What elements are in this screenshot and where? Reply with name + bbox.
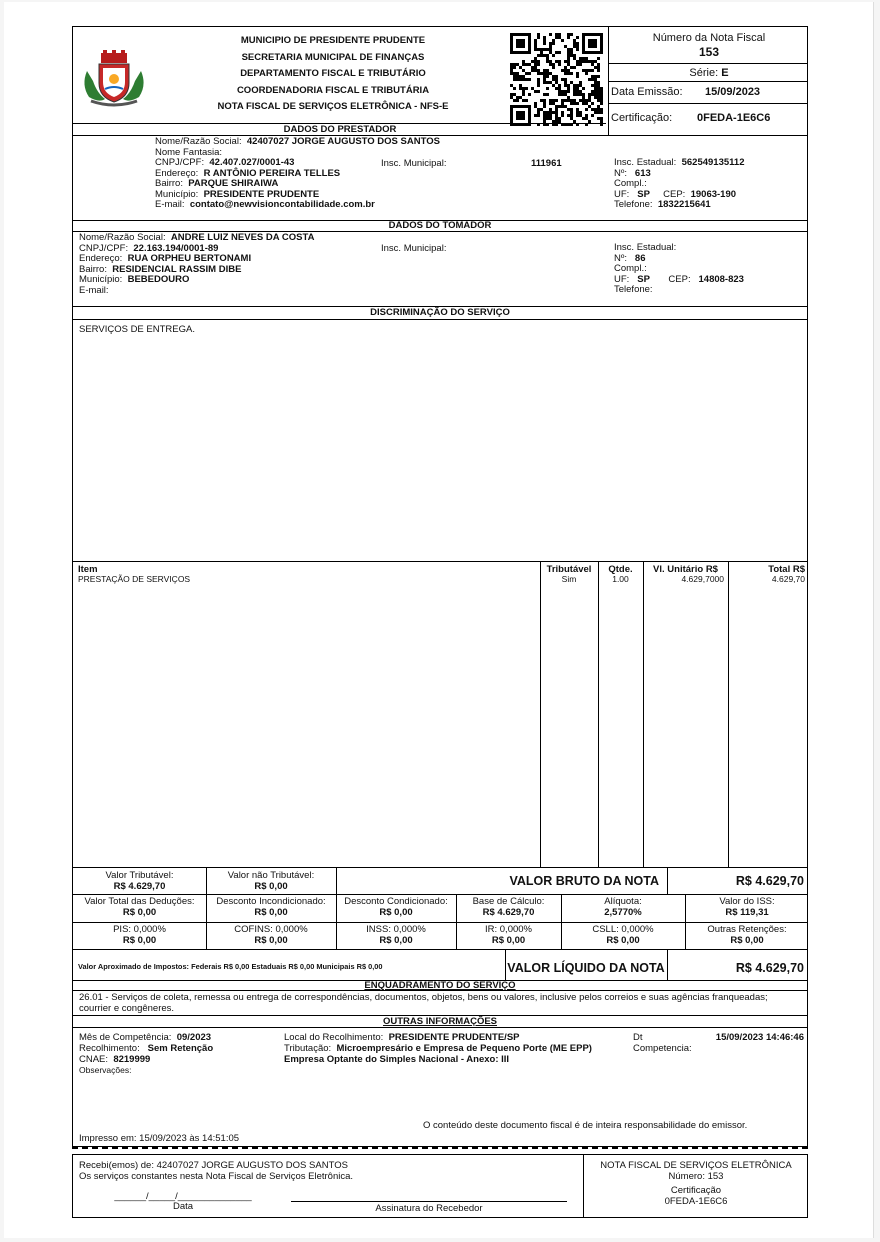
inss-label: INSS: 0,000%	[366, 924, 426, 935]
emission-date-label: Data Emissão:	[611, 86, 683, 98]
approx-taxes: Valor Aproximado de Impostos: Federais R$ 0,00 Estaduais R$ 0,00 Municipais R$ 0,00	[78, 962, 383, 971]
responsibility-note: O conteúdo deste documento fiscal é de inteira responsabilidade do emissor.	[423, 1120, 748, 1131]
item-description: PRESTAÇÃO DE SERVIÇOS	[78, 574, 191, 584]
conditional-discount-value: R$ 0,00	[379, 907, 413, 918]
tomador-number: 86	[634, 252, 646, 264]
prestador-uf-label: UF:	[614, 188, 630, 200]
serie-value: E	[721, 67, 729, 79]
prestador-address-label: Endereço:	[155, 167, 199, 179]
receipt-date-blank: ______/_____/______________	[114, 1191, 252, 1202]
deductions-value: R$ 0,00	[122, 907, 157, 918]
prestador-number: 613	[634, 167, 651, 179]
tomador-uf: SP	[637, 273, 650, 285]
csll-value: R$ 0,00	[606, 935, 640, 946]
iss-value: R$ 119,31	[725, 907, 769, 918]
item-unit-price: 4.629,7000	[681, 574, 724, 584]
certification-code: 0FEDA-1E6C6	[697, 112, 771, 124]
tomador-im-label: Insc. Municipal:	[381, 243, 447, 254]
calc-base-value: R$ 4.629,70	[482, 907, 535, 918]
section-tomador: DADOS DO TOMADOR	[388, 220, 492, 231]
municipal-coat-of-arms	[79, 49, 149, 109]
cofins-label: COFINS: 0,000%	[234, 924, 308, 935]
conditional-discount-label: Desconto Condicionado:	[344, 896, 448, 907]
nfse-document	[72, 26, 808, 1147]
service-classification: 26.01 - Serviços de coleta, remessa ou entrega de correspondências, documentos, objetos, bens ou valores, inclusive pelos correios e suas agências franqueadas; courrier e congêneres.	[79, 992, 768, 1014]
qr-code	[510, 33, 605, 127]
iss-label: Valor do ISS:	[719, 896, 775, 907]
receipt-nota-title: NOTA FISCAL DE SERVIÇOS ELETRÔNICA	[600, 1160, 792, 1171]
calc-base-label: Base de Cálculo:	[472, 896, 545, 907]
items-header-qty: Qtde.	[608, 564, 633, 575]
tomador-cep-label: CEP:	[668, 273, 691, 285]
header-line-2: SECRETARIA MUNICIPAL DE FINANÇAS	[241, 51, 425, 63]
non-taxable-value-label: Valor não Tributável:	[227, 870, 315, 881]
certification-label: Certificação:	[611, 112, 673, 124]
printed-at: Impresso em: 15/09/2023 às 14:51:05	[79, 1133, 240, 1144]
items-header-total: Total R$	[768, 564, 805, 575]
tomador-email-label: E-mail:	[79, 284, 109, 296]
section-discriminacao: DISCRIMINAÇÃO DO SERVIÇO	[370, 307, 510, 318]
tomador-city-label: Município:	[79, 274, 123, 285]
receipt-signature-label: Assinatura do Recebedor	[375, 1203, 483, 1214]
observations-label: Observações:	[79, 1065, 132, 1075]
items-header-taxable: Tributável	[546, 564, 592, 575]
deductions-label: Valor Total das Deduções:	[84, 896, 195, 907]
competence-label: Mês de Competência:	[79, 1032, 172, 1043]
tomador-city: BEBEDOURO	[127, 274, 190, 285]
pis-label: PIS: 0,000%	[113, 924, 166, 935]
tomador-cep: 14808-823	[698, 273, 744, 285]
dt-value: 15/09/2023 14:46:46	[715, 1032, 804, 1043]
prestador-name-label: Nome/Razão Social:	[155, 136, 242, 147]
section-outras: OUTRAS INFORMAÇÕES	[383, 1016, 497, 1027]
non-taxable-value: R$ 0,00	[254, 881, 288, 892]
tomador-cnpj: 22.163.194/0001-89	[133, 242, 219, 254]
service-description: SERVIÇOS DE ENTREGA.	[79, 324, 195, 335]
unconditional-discount-label: Desconto Incondicionado:	[216, 896, 326, 907]
gross-value: R$ 4.629,70	[735, 874, 804, 888]
competencia-label: Competencia:	[633, 1043, 692, 1054]
invoice-number: 153	[698, 45, 720, 59]
tomador-bairro: RESIDENCIAL RASSIM DIBE	[112, 263, 242, 275]
emission-date: 15/09/2023	[705, 86, 761, 98]
prestador-email: contato@newvisioncontabilidade.com.br	[189, 199, 375, 210]
item-qty: 1.00	[612, 574, 629, 584]
receipt-date-label: Data	[172, 1201, 194, 1212]
inss-value: R$ 0,00	[379, 935, 413, 946]
aliquota-label: Alíquota:	[604, 896, 642, 907]
tomador-name: ANDRE LUIZ NEVES DA COSTA	[170, 232, 315, 243]
cofins-value: R$ 0,00	[254, 935, 288, 946]
header-line-1: MUNICIPIO DE PRESIDENTE PRUDENTE	[240, 35, 426, 46]
prestador-number-label: Nº:	[614, 167, 627, 179]
items-header-item: Item	[78, 564, 98, 575]
tomador-name-label: Nome/Razão Social:	[79, 232, 166, 243]
collection-label: Recolhimento:	[79, 1043, 140, 1054]
item-taxable: Sim	[561, 574, 577, 584]
other-retentions-value: R$ 0,00	[730, 935, 764, 946]
section-prestador: DADOS DO PRESTADOR	[283, 124, 397, 135]
prestador-city-label: Município:	[155, 188, 199, 200]
cnae-label: CNAE:	[79, 1054, 109, 1065]
ir-value: R$ 0,00	[491, 935, 526, 946]
prestador-phone: 1832215641	[657, 199, 711, 210]
tomador-address-label: Endereço:	[79, 253, 123, 264]
receipt-line-1: Recebi(emos) de: 42407027 JORGE AUGUSTO DOS SANTOS	[79, 1160, 348, 1171]
collection-value: Sem Retenção	[147, 1043, 214, 1054]
prestador-name: 42407027 JORGE AUGUSTO DOS SANTOS	[246, 136, 440, 147]
prestador-uf: SP	[637, 188, 650, 200]
simples-nacional: Empresa Optante do Simples Nacional - Anexo: III	[284, 1054, 510, 1065]
items-header-unit: Vl. Unitário R$	[653, 564, 718, 575]
taxable-value-label: Valor Tributável:	[105, 870, 174, 881]
header-line-4: COORDENADORIA FISCAL E TRIBUTÁRIA	[236, 84, 430, 96]
net-value-label: VALOR LÍQUIDO DA NOTA	[507, 961, 665, 975]
tomador-cnpj-label: CNPJ/CPF:	[79, 242, 129, 254]
document-title: NOTA FISCAL DE SERVIÇOS ELETRÔNICA - NFS-E	[217, 101, 449, 112]
receipt-stub	[72, 1154, 808, 1218]
unconditional-discount-value: R$ 0,00	[254, 907, 288, 918]
tomador-compl-label: Compl.:	[614, 263, 647, 274]
prestador-cnpj-label: CNPJ/CPF:	[155, 157, 205, 168]
invoice-number-label: Número da Nota Fiscal	[652, 32, 766, 44]
other-retentions-label: Outras Retenções:	[707, 924, 787, 935]
tomador-uf-label: UF:	[614, 273, 630, 285]
prestador-fantasia-label: Nome Fantasia:	[155, 146, 223, 158]
collection-place-label: Local do Recolhimento:	[284, 1032, 384, 1043]
prestador-cep-label: CEP:	[663, 188, 686, 200]
net-value: R$ 4.629,70	[735, 961, 804, 975]
receipt-line-2: Os serviços constantes nesta Nota Fiscal de Serviços Eletrônica.	[79, 1171, 354, 1182]
aliquota-value: 2,5770%	[604, 907, 642, 918]
receipt-cert-label: Certificação	[670, 1185, 722, 1196]
section-enquadramento: ENQUADRAMENTO DO SERVIÇO	[364, 980, 516, 991]
prestador-address: R ANTÔNIO PEREIRA TELLES	[203, 167, 341, 179]
cnae-value: 8219999	[113, 1054, 151, 1065]
tomador-ie-label: Insc. Estadual:	[614, 242, 677, 253]
prestador-ie-label: Insc. Estadual:	[614, 157, 677, 168]
cut-line	[72, 1147, 808, 1149]
taxation-value: Microempresário e Empresa de Pequeno Porte (ME EPP)	[336, 1043, 592, 1054]
header-line-3: DEPARTAMENTO FISCAL E TRIBUTÁRIO	[240, 68, 426, 79]
prestador-compl-label: Compl.:	[614, 178, 647, 189]
tomador-phone-label: Telefone:	[614, 284, 653, 295]
prestador-email-label: E-mail:	[155, 199, 185, 210]
tomador-number-label: Nº:	[614, 252, 627, 264]
prestador-im-label: Insc. Municipal:	[381, 158, 447, 169]
prestador-bairro-label: Bairro:	[155, 178, 183, 189]
serie-label: Série:	[689, 67, 719, 79]
taxation-label: Tributação:	[284, 1043, 332, 1054]
csll-label: CSLL: 0,000%	[592, 924, 654, 935]
ir-label: IR: 0,000%	[485, 924, 532, 935]
pis-value: R$ 0,00	[122, 935, 157, 946]
prestador-ie: 562549135112	[681, 157, 745, 168]
tomador-bairro-label: Bairro:	[79, 263, 107, 275]
item-total: 4.629,70	[771, 574, 805, 584]
gross-value-label: VALOR BRUTO DA NOTA	[509, 874, 659, 888]
collection-place: PRESIDENTE PRUDENTE/SP	[388, 1032, 520, 1043]
competence-value: 09/2023	[176, 1032, 212, 1043]
prestador-city: PRESIDENTE PRUDENTE	[203, 188, 320, 200]
dt-label: Dt	[633, 1032, 643, 1043]
taxable-value: R$ 4.629,70	[113, 881, 166, 892]
prestador-cep: 19063-190	[690, 188, 737, 200]
prestador-bairro: PARQUE SHIRAIWA	[188, 178, 279, 189]
receipt-nota-number: Número: 153	[668, 1171, 724, 1182]
prestador-im: 111961	[531, 158, 562, 169]
tomador-address: RUA ORPHEU BERTONAMI	[127, 253, 252, 264]
prestador-phone-label: Telefone:	[614, 199, 653, 210]
prestador-cnpj: 42.407.027/0001-43	[209, 157, 295, 168]
receipt-cert: 0FEDA-1E6C6	[664, 1196, 728, 1207]
